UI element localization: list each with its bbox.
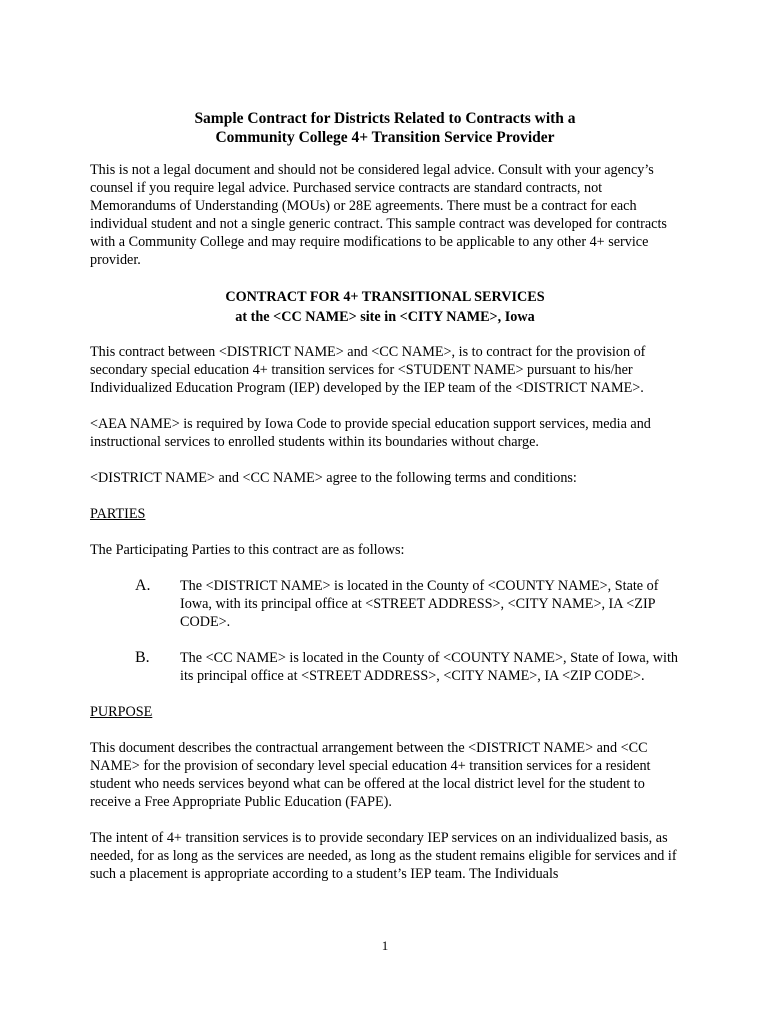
party-letter: A. (135, 577, 151, 594)
title-line-1: Sample Contract for Districts Related to Contracts with a (194, 110, 576, 127)
contract-heading-line-2: at the <CC NAME> site in <CITY NAME>, Iowa (235, 309, 535, 325)
party-letter: B. (135, 649, 150, 666)
parties-heading: PARTIES (90, 506, 146, 522)
aea-paragraph: <AEA NAME> is required by Iowa Code to provide special education support services, media and instructional services to enrolled students within its boundaries without charge. (90, 416, 651, 450)
party-item-b (90, 649, 680, 685)
contract-heading-line-1: CONTRACT FOR 4+ TRANSITIONAL SERVICES (225, 289, 545, 305)
purpose-paragraph-2: The intent of 4+ transition services is to provide secondary IEP services on an individualized basis, as needed, for as long as the services are needed, as long as the student remains eligible for services and if such a placement is appropriate according to a student’s IEP team. The Individuals (90, 830, 677, 882)
purpose-paragraph-1: This document describes the contractual arrangement between the <DISTRICT NAME> and <CC NAME> for the provision of secondary level special education 4+ transition services for a resident student who needs services beyond what can be offered at the local district level for the student to receive a Free Appropriate Public Education (FAPE). (90, 740, 651, 810)
disclaimer-paragraph: This is not a legal document and should not be considered legal advice. Consult with your agency’s counsel if you require legal advice. Purchased service contracts are standard contracts, not Memorandums of Understanding (MOUs) or 28E agreements. There must be a contract for each individual student and not a single generic contract. This sample contract was developed for contracts with a Community College and may require modifications to be applicable to any other 4+ service provider. (90, 162, 667, 268)
contract-heading (90, 287, 680, 327)
title-line-2: Community College 4+ Transition Service Provider (215, 129, 555, 146)
page-number: 1 (381, 938, 389, 953)
document-title (90, 109, 680, 147)
contract-intro-paragraph: This contract between <DISTRICT NAME> and <CC NAME>, is to contract for the provision of secondary special education 4+ transition services for <STUDENT NAME> pursuant to his/her Individualized Education Program (IEP) developed by the IEP team of the <DISTRICT NAME>. (90, 344, 646, 396)
party-text: The <DISTRICT NAME> is located in the County of <COUNTY NAME>, State of Iowa, with its principal office at <STREET ADDRESS>, <CITY NAME>, IA <ZIP CODE>. (180, 578, 659, 630)
party-text: The <CC NAME> is located in the County of <COUNTY NAME>, State of Iowa, with its principal office at <STREET ADDRESS>, <CITY NAME>, IA <ZIP CODE>. (180, 650, 679, 684)
agreement-paragraph: <DISTRICT NAME> and <CC NAME> agree to the following terms and conditions: (90, 470, 577, 486)
party-item-a (90, 577, 680, 631)
parties-intro: The Participating Parties to this contract are as follows: (90, 542, 405, 558)
purpose-heading: PURPOSE (90, 704, 153, 720)
